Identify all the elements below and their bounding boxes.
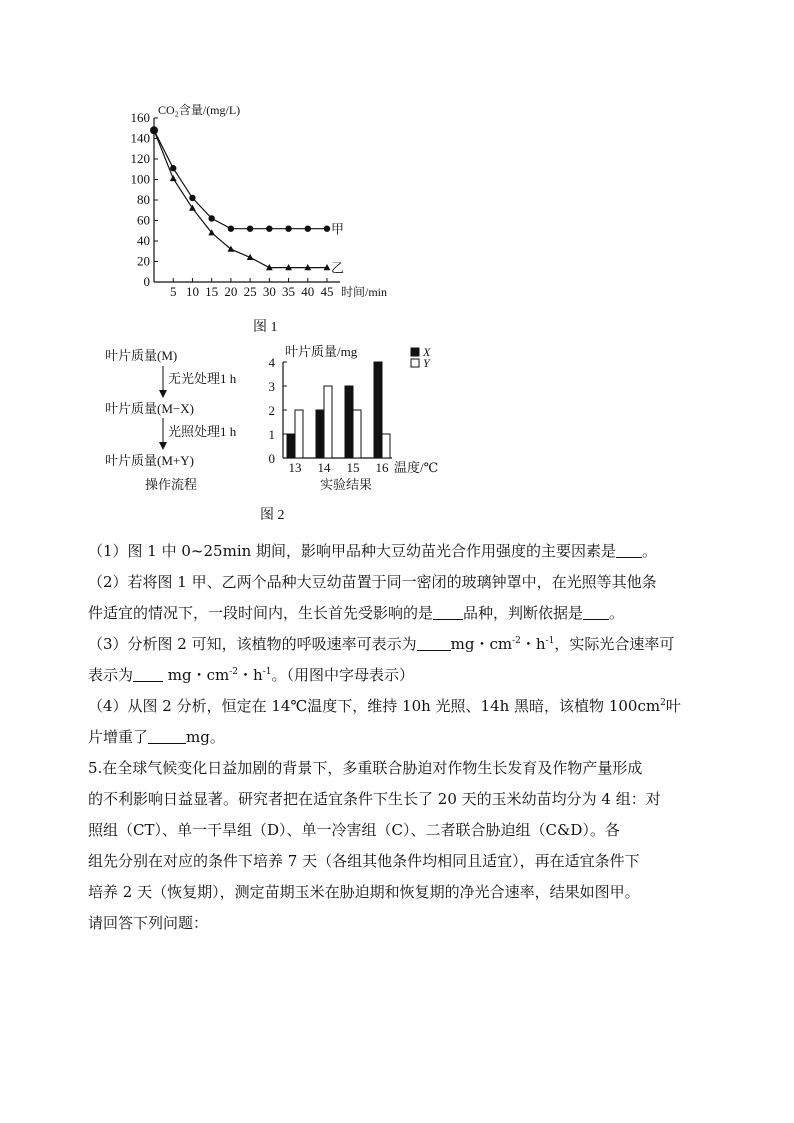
fig1-x-tick-label: 15 <box>205 284 219 299</box>
question-2-line-2 <box>88 598 708 629</box>
fig2-x-tick-label: 14 <box>317 460 331 475</box>
fig1-point-circle <box>247 226 253 232</box>
fig1-point-circle <box>305 226 311 232</box>
fig1-point-circle <box>208 215 214 221</box>
question-3-exp-1: -2 <box>512 636 521 646</box>
fig1-x-tick-label: 10 <box>185 284 199 299</box>
fig1-x-tick-label: 40 <box>301 284 315 299</box>
answer-blank-2b <box>583 605 609 620</box>
figure1-caption: 图 1 <box>253 320 278 335</box>
question-3-text-b: ，实际光合速率可 <box>554 635 675 653</box>
fig2-x-tick-label: 16 <box>375 460 389 475</box>
question-3-line-2 <box>88 660 708 691</box>
fig1-y-tick-label: 100 <box>130 171 150 187</box>
question-3-exp-2: -1 <box>545 636 555 646</box>
questions-block <box>88 536 708 939</box>
fig1-x-tick-label: 5 <box>169 284 177 299</box>
question-2-text-a: 件适宜的情况下，一段时间内，生长首先受影响的是 <box>88 604 434 622</box>
fig1-y-tick-label: 160 <box>130 110 150 125</box>
flow-operation-1: 无光处理1 h <box>168 371 237 386</box>
fig1-y-tick-label: 60 <box>137 212 150 228</box>
figure2-bar-chart <box>269 344 439 492</box>
fig1-y-tick-label: 0 <box>143 274 150 289</box>
question-4-text-b: 叶 <box>665 697 681 715</box>
fig1-x-tick-label: 45 <box>320 284 334 299</box>
fig1-y-tick-label: 120 <box>130 151 150 166</box>
fig2-legend-swatch-y <box>411 359 419 367</box>
question-4-text-c: 片增重了 <box>88 728 149 746</box>
flow-label: 操作流程 <box>145 477 198 492</box>
question-1 <box>88 536 708 567</box>
fig2-legend-label-x: X <box>423 345 431 359</box>
fig2-sublabel: 实验结果 <box>320 477 373 492</box>
question-4-line-1 <box>88 691 708 722</box>
fig1-point-circle <box>170 165 176 171</box>
question-1-end: 。 <box>642 542 658 560</box>
question-3-text-c: 表示为 <box>88 666 134 684</box>
fig2-y-tick-label: 3 <box>268 379 275 394</box>
question-3-exp-4: -1 <box>262 667 272 677</box>
figure2-flow-diagram <box>105 348 237 492</box>
fig1-y-tick-label: 80 <box>137 192 150 207</box>
problem-5-line-3: 照组（CT）、单一干旱组（D）、单一冷害组（C）、二者联合胁迫组（C&D）。各 <box>88 821 620 839</box>
answer-blank-3a <box>417 636 451 651</box>
fig1-y-axis-label: CO₂含量/(mg/L) <box>158 103 241 117</box>
answer-blank-2a <box>433 605 463 620</box>
fig2-y-tick-label: 2 <box>268 403 275 418</box>
question-3-mid-1: ・h <box>520 635 546 653</box>
fig2-legend-swatch-x <box>411 348 419 356</box>
problem-5-line-6: 请回答下列问题： <box>88 914 209 932</box>
flow-arrowhead-2 <box>159 442 167 450</box>
figure2-caption: 图 2 <box>260 508 285 520</box>
fig1-y-tick-label: 140 <box>130 130 150 146</box>
fig1-series-label: 甲 <box>331 221 345 237</box>
fig1-series-line-1 <box>154 130 327 228</box>
answer-blank-1 <box>616 543 642 558</box>
fig2-bar-x <box>316 410 324 458</box>
problem-5-line-2: 的不利影响日益显著。研究者把在适宜条件下生长了 20 天的玉米幼苗均分为 4 组：对 <box>88 790 661 808</box>
fig2-y-tick-label: 1 <box>268 427 275 442</box>
fig1-point-circle <box>266 226 272 232</box>
fig1-point-triangle <box>170 175 177 181</box>
fig1-x-tick-label: 20 <box>224 284 238 299</box>
fig2-x-tick-label: 15 <box>346 460 360 475</box>
fig1-series-label: 乙 <box>331 260 345 276</box>
fig2-bar-x <box>287 434 295 458</box>
answer-blank-4 <box>148 729 186 744</box>
fig2-bar-x <box>374 362 382 458</box>
fig2-y-tick-label: 4 <box>268 355 275 370</box>
fig2-x-tick-label: 13 <box>288 460 302 475</box>
question-4-text-d: mg。 <box>186 728 225 746</box>
figure1-line-chart <box>131 103 388 335</box>
fig2-legend-label-y: Y <box>423 356 430 370</box>
fig1-point-circle <box>285 226 291 232</box>
flow-step-3: 叶片质量(M+Y) <box>105 453 194 468</box>
question-1-text: （1）图 1 中 0~25min 期间，影响甲品种大豆幼苗光合作用强度的主要因素是 <box>88 542 617 560</box>
fig1-x-axis-label: 时间/min <box>341 285 388 299</box>
flow-operation-2: 光照处理1 h <box>168 424 237 439</box>
figures-area <box>0 0 794 520</box>
problem-5-line-1: 5.在全球气候变化日益加剧的背景下，多重联合胁迫对作物生长发育及作物产量形成 <box>88 759 643 777</box>
question-3-mid-2: ・h <box>238 666 263 684</box>
question-4-sup: 2 <box>660 698 666 708</box>
question-4-text-a: （4）从图 2 分析，恒定在 14℃温度下，维持 10h 光照、14h 黑暗，该植物 100cm <box>88 697 661 715</box>
fig1-x-tick-label: 35 <box>282 284 296 299</box>
fig1-x-tick-label: 30 <box>262 284 276 299</box>
fig2-bar-y <box>382 434 390 458</box>
fig2-x-axis-label: 温度/℃ <box>394 460 439 475</box>
fig2-y-axis-label: 叶片质量/mg <box>285 344 358 359</box>
question-3-unit-2: mg・cm <box>163 666 230 684</box>
fig1-y-tick-label: 20 <box>137 253 150 269</box>
flow-step-1: 叶片质量(M) <box>105 348 178 363</box>
question-4-line-2 <box>88 722 708 753</box>
fig1-point-circle <box>228 226 234 232</box>
fig1-point-circle <box>324 226 330 232</box>
flow-step-2: 叶片质量(M−X) <box>105 401 194 416</box>
question-3-text-d: 。（用图中字母表示） <box>271 666 414 684</box>
fig1-x-tick-label: 25 <box>243 284 257 299</box>
fig1-y-tick-label: 40 <box>137 233 150 248</box>
question-2-text-b: 品种，判断依据是 <box>463 604 584 622</box>
fig2-bar-y <box>295 410 303 458</box>
question-3-line-1 <box>88 629 708 660</box>
fig2-bar-y <box>324 386 332 458</box>
question-3-text-a: （3）分析图 2 可知，该植物的呼吸速率可表示为 <box>88 635 417 653</box>
problem-5-line-5: 培养 2 天（恢复期），测定苗期玉米在胁迫期和恢复期的净光合速率，结果如图甲。 <box>88 883 640 901</box>
question-3-exp-3: -2 <box>229 667 239 677</box>
fig1-point-circle <box>189 195 195 201</box>
question-2-end: 。 <box>609 604 625 622</box>
fig2-bar-y <box>353 410 361 458</box>
problem-5-line-4: 组先分别在对应的条件下培养 7 天（各组其他条件均相同且适宜），再在适宜条件下 <box>88 852 640 870</box>
fig1-series-line-2 <box>154 130 327 267</box>
fig2-y-tick-label: 0 <box>268 451 275 466</box>
question-2-line-1: （2）若将图 1 甲、乙两个品种大豆幼苗置于同一密闭的玻璃钟罩中，在光照等其他条 <box>88 573 657 591</box>
question-3-unit-1: mg・cm <box>450 635 513 653</box>
answer-blank-3b <box>133 667 163 682</box>
flow-arrowhead-1 <box>159 390 167 398</box>
fig2-bar-x <box>345 386 353 458</box>
